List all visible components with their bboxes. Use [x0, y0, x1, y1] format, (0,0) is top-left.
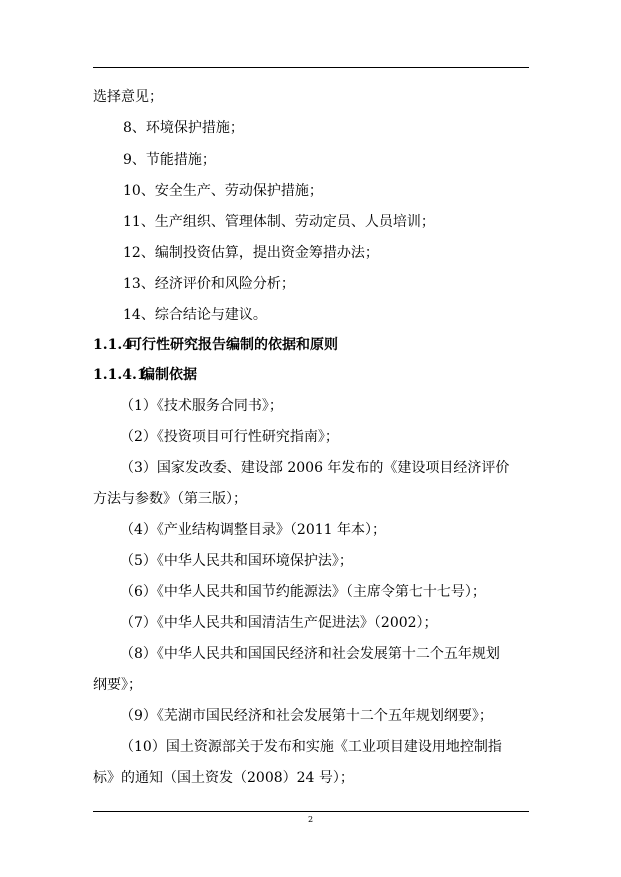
basis-item: （3）国家发改委、建设部 2006 年发布的《建设项目经济评价	[120, 460, 510, 476]
basis-item: （6）《中华人民共和国节约能源法》（主席令第七十七号）；	[120, 584, 486, 600]
text-line-intro: 选择意见；	[93, 89, 163, 105]
subsection-number: 1.1.4.1	[93, 367, 147, 383]
section-heading	[93, 336, 338, 354]
footer-rule	[93, 811, 529, 812]
basis-item: （1）《技术服务合同书》；	[120, 398, 283, 414]
list-item: 13、经济评价和风险分析；	[123, 276, 295, 292]
subsection-heading	[93, 366, 197, 384]
basis-item: （5）《中华人民共和国环境保护法》；	[120, 553, 353, 569]
basis-item-continuation: 标》的通知（国土资发（2008）24 号）；	[93, 770, 354, 786]
basis-item: （8）《中华人民共和国国民经济和社会发展第十二个五年规划	[120, 646, 500, 662]
basis-item-continuation: 方法与参数》（第三版）；	[93, 491, 247, 507]
list-item: 10、安全生产、劳动保护措施；	[123, 183, 323, 199]
basis-item: （2）《投资项目可行性研究指南》；	[120, 429, 339, 445]
list-item: 12、编制投资估算，提出资金筹措办法；	[123, 245, 379, 261]
section-title: 可行性研究报告编制的依据和原则	[128, 337, 338, 353]
list-item: 8、环境保护措施；	[123, 120, 244, 136]
header-rule	[93, 67, 529, 68]
subsection-title: 编制依据	[141, 367, 197, 383]
list-item: 14、综合结论与建议。	[123, 307, 267, 323]
basis-item-continuation: 纲要》；	[93, 677, 142, 693]
basis-item: （7）《中华人民共和国清洁生产促进法》（2002）；	[120, 615, 438, 631]
list-item: 11、生产组织、管理体制、劳动定员、人员培训；	[123, 214, 435, 230]
basis-item: （9）《芜湖市国民经济和社会发展第十二个五年规划纲要》；	[120, 708, 493, 724]
section-number: 1.1.4	[93, 337, 132, 353]
page-number: 2	[307, 815, 314, 824]
list-item: 9、节能措施；	[123, 152, 216, 168]
basis-item: （4）《产业结构调整目录》（2011 年本）；	[120, 522, 386, 538]
basis-item: （10）国土资源部关于发布和实施《工业项目建设用地控制指	[120, 739, 502, 755]
